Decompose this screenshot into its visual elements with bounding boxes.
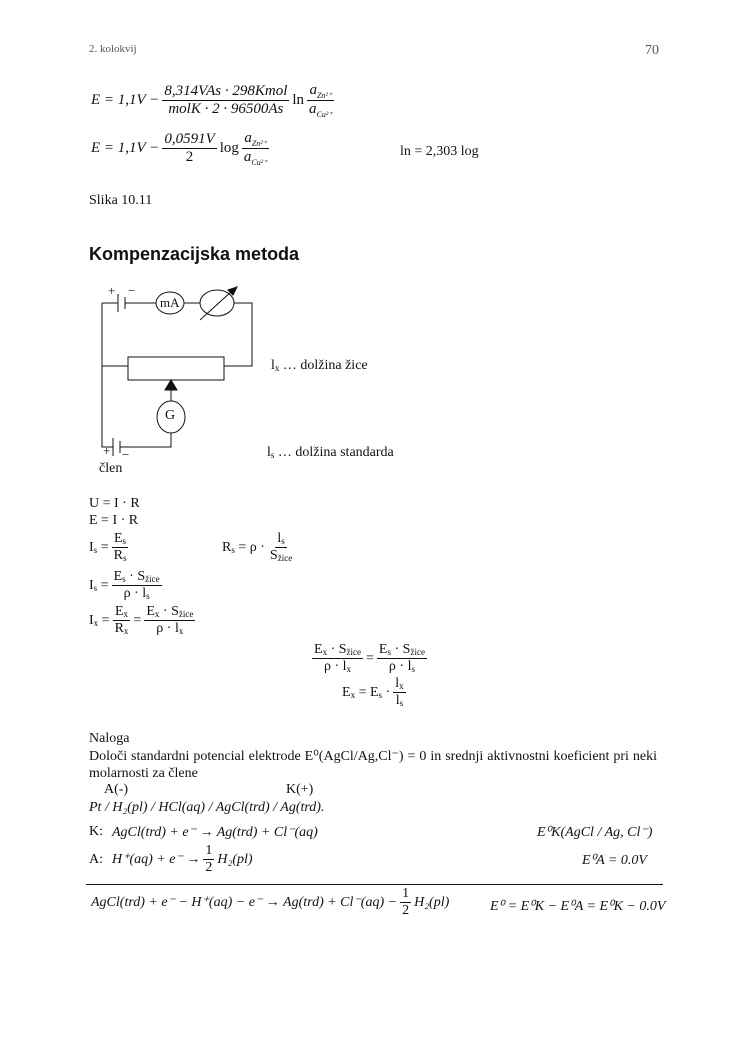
t: x bbox=[178, 626, 184, 637]
t: x bbox=[350, 689, 356, 700]
fraction bbox=[113, 604, 131, 637]
t: · bbox=[382, 684, 391, 700]
task-title: Naloga bbox=[89, 731, 130, 746]
t: · bbox=[391, 642, 403, 657]
cell-notation: Pt / H₂(pl) / HCl(aq) / AgCl(trd) / Ag(trd). bbox=[89, 800, 325, 815]
formula-is-2 bbox=[89, 569, 162, 602]
t: = bbox=[98, 612, 110, 628]
formula-is bbox=[89, 531, 128, 564]
t: I bbox=[89, 612, 94, 628]
t: R bbox=[114, 621, 124, 637]
l: l bbox=[271, 358, 275, 373]
sub: s bbox=[270, 450, 275, 460]
t: = bbox=[366, 650, 374, 666]
slide-wire-resistor bbox=[128, 357, 224, 380]
eq1-lhs: E = 1,1V − bbox=[91, 92, 160, 109]
t: žice bbox=[178, 609, 194, 619]
t: x bbox=[154, 609, 160, 619]
half-fraction bbox=[203, 843, 214, 876]
running-header: 2. kolokvij bbox=[89, 43, 137, 55]
fraction bbox=[393, 676, 405, 709]
cathode-reaction: AgCl(trd) + e⁻ → Ag(trd) + Cl⁻(aq) bbox=[112, 825, 318, 840]
ls-label bbox=[267, 445, 394, 461]
t: x bbox=[346, 664, 352, 675]
anode-reaction-label: A: bbox=[89, 852, 103, 867]
zn-sub: Zn²⁺ bbox=[251, 139, 267, 148]
t: l bbox=[277, 531, 282, 546]
t: s bbox=[387, 647, 391, 657]
t: · bbox=[163, 621, 175, 637]
t: ρ bbox=[123, 586, 131, 602]
circuit-wires bbox=[102, 303, 252, 447]
t: = bbox=[234, 539, 250, 555]
t: H₂(pl) bbox=[414, 894, 450, 910]
t: l bbox=[142, 586, 147, 602]
t: E bbox=[369, 684, 379, 700]
half-fraction bbox=[400, 886, 411, 919]
galvanometer-label: G bbox=[165, 408, 176, 423]
t: H₂(pl) bbox=[217, 851, 253, 867]
t: l bbox=[342, 659, 347, 675]
t: s bbox=[93, 544, 98, 555]
fraction bbox=[112, 569, 162, 602]
t: l bbox=[174, 621, 179, 637]
t: žice bbox=[410, 647, 425, 657]
battery-plus: + bbox=[108, 283, 116, 298]
t: s bbox=[122, 574, 126, 584]
figure-caption: Slika 10.11 bbox=[89, 193, 153, 208]
t: = bbox=[355, 684, 370, 700]
l: l bbox=[267, 445, 271, 460]
task-text: Določi standardni potencial elektrode E⁰(AgCl/Ag,Cl⁻) = 0 in srednji aktivnostni koeficient pri neki molarnosti za člene bbox=[89, 749, 657, 781]
lx-text: … dolžina žice bbox=[279, 358, 368, 373]
a: a bbox=[309, 101, 317, 118]
cathode-potential: E⁰K(AgCl / Ag, Cl⁻) bbox=[537, 825, 653, 840]
t: s bbox=[378, 689, 383, 700]
t: 2 bbox=[205, 860, 213, 876]
fraction bbox=[312, 642, 363, 675]
t: s bbox=[122, 536, 127, 546]
ammeter-label: mA bbox=[160, 295, 180, 310]
formula-ix bbox=[89, 604, 195, 637]
cu-sub: Cu²⁺ bbox=[251, 158, 268, 168]
t: 1 bbox=[203, 843, 214, 860]
t: AgCl(trd) + e⁻ − H⁺(aq) − e⁻ → Ag(trd) + Cl⁻(aq) − bbox=[91, 895, 398, 911]
t: = bbox=[97, 539, 109, 555]
t: S bbox=[171, 604, 179, 619]
t: I bbox=[89, 539, 94, 555]
t: s bbox=[122, 553, 127, 564]
t: x bbox=[399, 681, 404, 691]
t: 1 bbox=[400, 886, 411, 903]
t: x bbox=[93, 617, 99, 628]
ln-log-note: ln = 2,303 log bbox=[400, 144, 479, 159]
t: R bbox=[113, 548, 123, 564]
anode-potential: E⁰A = 0.0V bbox=[582, 853, 647, 868]
t: H⁺(aq) + e⁻ → bbox=[112, 852, 201, 868]
t: l bbox=[395, 676, 400, 691]
t: s bbox=[411, 664, 415, 675]
t: ρ · bbox=[249, 539, 265, 555]
t: · bbox=[330, 659, 343, 675]
eq1-den: molK · 2 · 96500As bbox=[168, 101, 284, 118]
t: s bbox=[93, 582, 98, 593]
battery-minus: − bbox=[128, 283, 136, 298]
sub: x bbox=[274, 363, 280, 373]
eq1-num: 8,314VAs · 298Kmol bbox=[162, 83, 289, 101]
t: x bbox=[123, 626, 129, 637]
cell-plus: + bbox=[103, 443, 111, 458]
t: žice bbox=[145, 574, 160, 584]
t: l bbox=[407, 659, 412, 675]
sum-divider bbox=[86, 884, 663, 885]
eq2-den: 2 bbox=[185, 149, 194, 166]
t: žice bbox=[277, 553, 293, 564]
t: s bbox=[399, 698, 404, 709]
zn-sub: Zn²⁺ bbox=[316, 91, 333, 100]
eq2-lhs: E = 1,1V − bbox=[91, 140, 160, 157]
anode-label: A(-) bbox=[104, 782, 129, 797]
cathode-label: K(+) bbox=[286, 782, 314, 797]
t: E bbox=[378, 642, 388, 657]
fraction bbox=[112, 531, 129, 564]
formula-ohm-e: E = I · R bbox=[89, 513, 139, 528]
cell-minus: − bbox=[122, 447, 130, 462]
formula-ohm-u: U = I · R bbox=[89, 496, 140, 511]
t: s bbox=[146, 591, 150, 602]
page-number: 70 bbox=[645, 43, 659, 58]
t: 2 bbox=[402, 903, 410, 919]
formula-ex bbox=[342, 676, 406, 709]
t: ρ bbox=[156, 621, 164, 637]
t: E bbox=[314, 642, 323, 657]
t: E bbox=[146, 604, 155, 619]
t: s bbox=[281, 536, 285, 546]
overall-reaction bbox=[91, 886, 449, 919]
t: · bbox=[159, 604, 172, 619]
t: · bbox=[130, 586, 143, 602]
formula-rs bbox=[222, 531, 294, 564]
cell-label: člen bbox=[99, 461, 123, 476]
t: ρ bbox=[323, 659, 331, 675]
t: R bbox=[222, 539, 232, 555]
fraction bbox=[144, 604, 195, 637]
t: = bbox=[97, 577, 109, 593]
eq2-num: 0,0591V bbox=[162, 131, 216, 149]
t: x bbox=[322, 647, 328, 657]
t: · bbox=[395, 659, 408, 675]
t: · bbox=[327, 642, 339, 657]
t: E bbox=[342, 684, 351, 700]
fraction bbox=[268, 531, 294, 564]
cathode-reaction-label: K: bbox=[89, 824, 103, 839]
a: a bbox=[244, 130, 252, 146]
cu-sub: Cu²⁺ bbox=[316, 110, 333, 120]
t: S bbox=[338, 642, 347, 657]
overall-potential: E⁰ = E⁰K − E⁰A = E⁰K − 0.0V bbox=[490, 899, 666, 914]
t: = bbox=[133, 612, 142, 628]
compensation-circuit-diagram bbox=[0, 0, 750, 480]
a: a bbox=[309, 82, 317, 98]
t: žice bbox=[346, 647, 362, 657]
t: l bbox=[395, 693, 400, 709]
t: · bbox=[125, 569, 138, 584]
t: S bbox=[402, 642, 411, 657]
a: a bbox=[243, 149, 252, 166]
t: E bbox=[113, 569, 123, 584]
anode-reaction bbox=[112, 843, 253, 876]
section-heading: Kompenzacijska metoda bbox=[89, 244, 300, 264]
t: I bbox=[89, 577, 94, 593]
t: ρ bbox=[388, 659, 396, 675]
t: s bbox=[231, 544, 235, 555]
t: x bbox=[123, 609, 129, 619]
slider-arrow-icon bbox=[165, 380, 177, 390]
t: S bbox=[137, 569, 146, 584]
ls-text: … dolžina standarda bbox=[274, 445, 394, 460]
eq2-log: log bbox=[219, 140, 239, 157]
t: S bbox=[269, 548, 278, 564]
eq1-ln: ln bbox=[292, 92, 305, 109]
lx-label bbox=[271, 358, 368, 374]
t: E bbox=[114, 604, 124, 619]
t: E bbox=[113, 531, 123, 546]
formula-equality bbox=[312, 642, 427, 675]
fraction bbox=[377, 642, 427, 675]
